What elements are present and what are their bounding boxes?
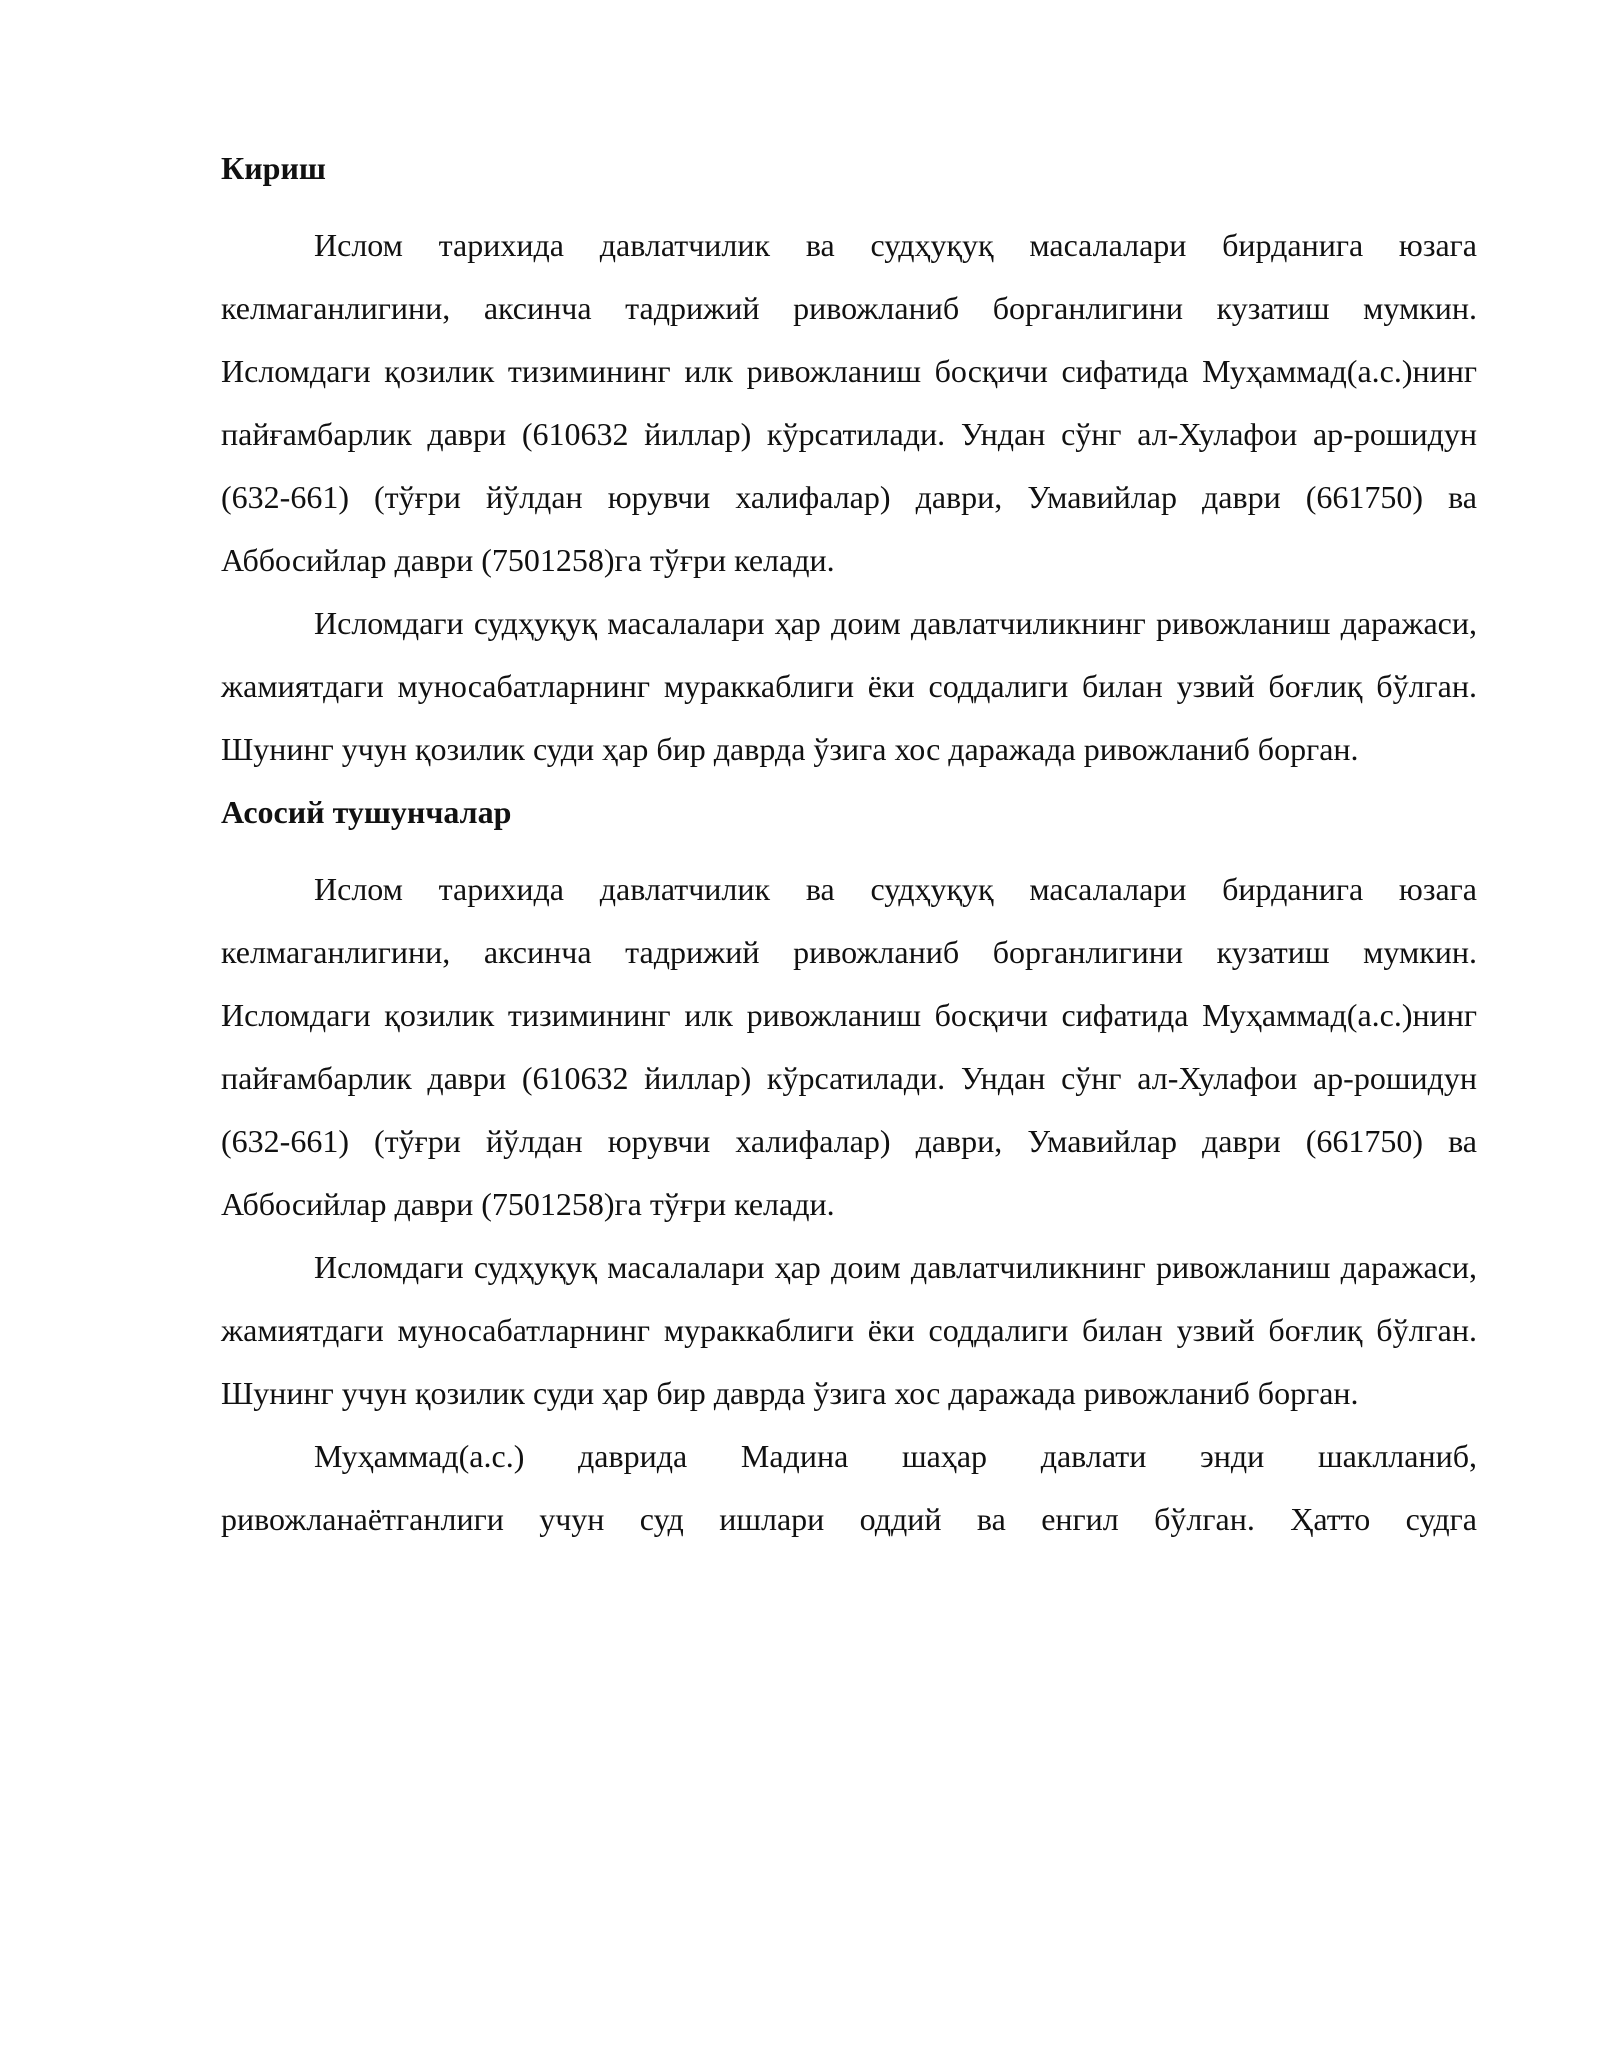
paragraph: Исломдаги судҳуқуқ масалалари ҳар доим давлатчиликнинг ривожланиш даражаси, жамиятдаги муносабатларнинг мураккаблиги ёки соддалиги билан узвий боғлиқ бўлган. Шунинг учун қозилик суди ҳар бир даврда ўзига хос даражада ривожланиб борган. (221, 1249, 1477, 1411)
section-body-introduction (221, 214, 1477, 781)
section-heading-main-concepts: Асосий тушунчалар (221, 794, 512, 830)
section-heading-introduction: Кириш (221, 150, 326, 186)
paragraph: Исломдаги судҳуқуқ масалалари ҳар доим давлатчиликнинг ривожланиш даражаси, жамиятдаги муносабатларнинг мураккаблиги ёки соддалиги билан узвий боғлиқ бўлган. Шунинг учун қозилик суди ҳар бир даврда ўзига хос даражада ривожланиб борган. (221, 605, 1477, 767)
paragraph: Муҳаммад(а.с.) даврида Мадина шаҳар давлати энди шаклланиб, ривожланаётганлиги учун суд ишлари оддий ва енгил бўлган. Ҳатто судга (221, 1438, 1477, 1537)
section-body-main-concepts (221, 858, 1477, 1551)
paragraph: Ислом тарихида давлатчилик ва судҳуқуқ масалалари бирданига юзага келмаганлигини, аксинча тадрижий ривожланиб борганлигини кузатиш мумкин. Исломдаги қозилик тизимининг илк ривожланиш босқичи сифатида Муҳаммад(а.с.)нинг пайғамбарлик даври (610632 йиллар) кўрсатилади. Ундан сўнг ал-Хулафои ар-рошидун (632-661) (тўғри йўлдан юрувчи халифалар) даври, Умавийлар даври (661750) ва Аббосийлар даври (7501258)га тўғри келади. (221, 871, 1477, 1222)
document-page (221, 137, 1477, 1551)
paragraph: Ислом тарихида давлатчилик ва судҳуқуқ масалалари бирданига юзага келмаганлигини, аксинча тадрижий ривожланиб борганлигини кузатиш мумкин. Исломдаги қозилик тизимининг илк ривожланиш босқичи сифатида Муҳаммад(а.с.)нинг пайғамбарлик даври (610632 йиллар) кўрсатилади. Ундан сўнг ал-Хулафои ар-рошидун (632-661) (тўғри йўлдан юрувчи халифалар) даври, Умавийлар даври (661750) ва Аббосийлар даври (7501258)га тўғри келади. (221, 227, 1477, 578)
